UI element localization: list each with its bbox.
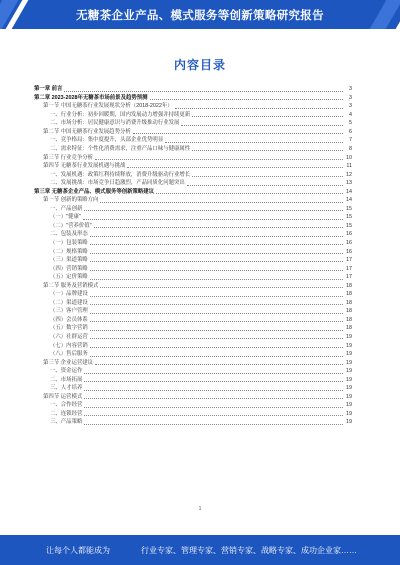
toc-entry[interactable] [34, 229, 352, 238]
toc-entry-page: 13 [346, 180, 352, 187]
toc-entry-page: 17 [346, 257, 352, 264]
toc-entry[interactable] [34, 358, 352, 367]
toc-entry-title: 二、市场分析：居民健康意识与消费升级推动行业发展 [50, 120, 180, 127]
toc-entry[interactable] [34, 315, 352, 324]
toc-entry[interactable] [34, 195, 352, 204]
toc-entry-title: （二）规格策略 [50, 248, 88, 255]
toc-entry-title: 二、发展挑战：市场竞争日趋激烈，产品同质化问题突出 [50, 180, 185, 187]
toc-entry-page: 19 [346, 351, 352, 358]
toc-leader-dots [181, 125, 343, 126]
toc-entry-title: （一）包装策略 [50, 239, 88, 246]
toc-entry-page: 10 [346, 154, 352, 161]
toc-leader-dots [90, 304, 343, 305]
toc-entry-page: 5 [349, 120, 352, 127]
toc-entry[interactable] [34, 392, 352, 401]
toc-entry[interactable] [34, 323, 352, 332]
toc-leader-dots [90, 270, 343, 271]
toc-entry-title: （五）数字营销 [50, 325, 88, 332]
toc-entry-page: 19 [346, 410, 352, 417]
toc-leader-dots [90, 279, 343, 280]
toc-leader-dots [95, 159, 343, 160]
toc-entry[interactable] [34, 417, 352, 426]
toc-entry-page: 14 [346, 188, 352, 195]
toc-entry[interactable] [34, 204, 352, 213]
toc-leader-dots [90, 330, 343, 331]
toc-entry-title: （四）会员体系 [50, 316, 88, 323]
toc-entry-title: （二）"营养价值" [50, 222, 92, 229]
toc-entry-page: 12 [346, 171, 352, 178]
toc-entry-page: 18 [346, 282, 352, 289]
toc-leader-dots [90, 296, 343, 297]
toc-entry-page: 7 [349, 137, 352, 144]
toc-entry-page: 15 [346, 205, 352, 212]
toc-leader-dots [90, 244, 343, 245]
toc-entry[interactable] [34, 169, 352, 178]
toc-entry[interactable] [34, 178, 352, 187]
toc-entry[interactable] [34, 400, 352, 409]
toc-leader-dots [95, 364, 343, 365]
footer-slogan-left: 让每个人都能成为 [46, 546, 110, 555]
toc-entry-title: 第一节 创新的策略方向 [43, 197, 99, 204]
toc-entry[interactable] [34, 306, 352, 315]
toc-entry-page: 17 [346, 274, 352, 281]
toc-entry-title: 二、包装及形态 [50, 231, 88, 238]
toc-entry-page: 19 [346, 376, 352, 383]
toc-entry-title: 第四节 运营模式 [43, 393, 83, 400]
toc-entry-title: 一、资金运作 [50, 368, 83, 375]
toc-leader-dots [150, 99, 343, 100]
toc-entry[interactable] [34, 101, 352, 110]
toc-entry-title: （二）渠道建设 [50, 299, 88, 306]
toc-entry[interactable] [34, 349, 352, 358]
toc-entry[interactable] [34, 383, 352, 392]
toc-entry-title: 第一节 中国无糖茶行业发展现状分析（2018-2022年） [43, 103, 173, 110]
toc-entry-title: （六）社群运营 [50, 334, 88, 340]
toc-leader-dots [84, 381, 343, 382]
toc-entry-title: 一、行业分析：初步回暖期，国内发展动力增强并持续更新 [50, 111, 191, 118]
toc-entry[interactable] [34, 366, 352, 375]
toc-entry-page: 3 [349, 86, 352, 93]
toc-leader-dots [84, 398, 343, 399]
toc-entry-title: 第一章 前言 [34, 86, 63, 93]
toc-leader-dots [84, 373, 343, 374]
toc-entry-title: （八）售后服务 [50, 351, 88, 358]
toc-entry[interactable] [34, 110, 352, 119]
toc-leader-dots [187, 185, 343, 186]
toc-entry-title: 第三节 行业竞争分析 [43, 154, 94, 161]
toc-entry-page: 4 [349, 111, 352, 118]
toc-entry-title: 一、发展机遇：政策红利持续释放，消费升级驱动行业增长 [50, 171, 191, 178]
toc-entry-page: 19 [346, 393, 352, 400]
toc-entry[interactable] [34, 93, 352, 102]
toc-entry-page: 18 [346, 316, 352, 323]
toc-entry-page: 18 [346, 308, 352, 315]
toc-leader-dots [127, 167, 343, 168]
toc-entry-page: 16 [346, 231, 352, 238]
toc-entry-title: 二、市场拓展 [50, 376, 83, 383]
toc-leader-dots [175, 108, 343, 109]
toc-entry-page: 8 [349, 145, 352, 152]
toc-leader-dots [192, 116, 343, 117]
table-of-contents [34, 84, 352, 426]
toc-entry[interactable] [34, 187, 352, 196]
toc-entry[interactable] [34, 238, 352, 247]
toc-leader-dots [94, 227, 343, 228]
toc-entry-title: （七）内容营销 [50, 342, 88, 349]
toc-entry-title: 第三节 企业运营建议 [43, 359, 94, 366]
toc-entry-page: 19 [346, 334, 352, 340]
toc-entry[interactable] [34, 332, 352, 341]
toc-entry[interactable] [34, 161, 352, 170]
toc-entry-page: 18 [346, 325, 352, 332]
toc-leader-dots [90, 338, 343, 339]
toc-entry-title: （五）定价策略 [50, 274, 88, 281]
toc-leader-dots [64, 91, 343, 92]
toc-leader-dots [90, 253, 343, 254]
toc-entry-page: 3 [349, 103, 352, 110]
toc-entry[interactable] [34, 375, 352, 384]
toc-entry[interactable] [34, 152, 352, 161]
toc-leader-dots [84, 210, 343, 211]
toc-entry-page: 18 [346, 299, 352, 306]
toc-entry-page: 18 [346, 291, 352, 298]
toc-leader-dots [83, 219, 343, 220]
toc-entry[interactable] [34, 409, 352, 418]
toc-entry[interactable] [34, 127, 352, 136]
toc-entry[interactable] [34, 255, 352, 264]
toc-entry[interactable] [34, 272, 352, 281]
toc-entry-title: （三）渠道策略 [50, 257, 88, 264]
toc-entry-title: 一、合作经营 [50, 402, 83, 409]
toc-leader-dots [90, 236, 343, 237]
toc-entry[interactable] [34, 118, 352, 127]
toc-entry-page: 15 [346, 222, 352, 229]
toc-leader-dots [165, 142, 343, 143]
toc-entry-page: 15 [346, 214, 352, 221]
toc-entry[interactable] [34, 281, 352, 290]
page-number: 1 [198, 506, 202, 512]
toc-entry-page: 17 [346, 265, 352, 272]
toc-entry-page: 16 [346, 239, 352, 246]
toc-entry[interactable] [34, 212, 352, 221]
toc-entry-title: 三、人才培养 [50, 385, 83, 392]
toc-entry-page: 19 [346, 402, 352, 409]
toc-leader-dots [100, 202, 343, 203]
toc-leader-dots [90, 321, 343, 322]
toc-entry-title: 第二章 2023-2028年无糖茶市场前景及趋势预测 [34, 94, 148, 101]
toc-entry[interactable] [34, 340, 352, 349]
toc-heading: 内容目录 [173, 58, 226, 72]
toc-entry-title: 第四节 无糖茶行业发展机遇与挑战 [43, 163, 126, 170]
toc-entry[interactable] [34, 221, 352, 230]
footer-slogan-right: 行业专家、管理专家、营销专家、战略专家、成功企业家…… [141, 546, 357, 555]
toc-leader-dots [192, 176, 343, 177]
toc-entry[interactable] [34, 246, 352, 255]
toc-leader-dots [84, 390, 343, 391]
toc-entry-title: 一、产品创新 [50, 205, 83, 212]
toc-entry[interactable] [34, 135, 352, 144]
toc-entry-title: （一）"健康" [50, 214, 81, 221]
toc-entry[interactable] [34, 84, 352, 93]
toc-entry-title: 一、竞争格局：集中度提升，头部企业优势明显 [50, 137, 164, 144]
toc-entry-page: 11 [346, 163, 352, 170]
toc-entry-title: （一）品牌建设 [50, 291, 88, 298]
toc-leader-dots [84, 424, 343, 425]
toc-entry-page: 19 [346, 342, 352, 349]
report-title: 无糖茶企业产品、模式服务等创新策略研究报告 [76, 10, 324, 22]
header-banner [0, 0, 400, 29]
toc-entry-title: 第三章 无糖茶企业产品、模式服务等创新策略建议 [34, 188, 155, 195]
toc-entry-page: 14 [346, 197, 352, 204]
toc-entry-title: 二、需求特征：个性化消费需求，注重产品口味与健康属性 [50, 145, 191, 152]
toc-leader-dots [90, 356, 343, 357]
toc-entry[interactable] [34, 144, 352, 153]
toc-entry[interactable] [34, 289, 352, 298]
toc-entry-title: 第二节 中国无糖茶行业发展趋势分析 [43, 128, 131, 135]
toc-entry-page: 6 [349, 128, 352, 135]
toc-entry-title: 第二节 服务及营销模式 [43, 282, 99, 289]
toc-leader-dots [133, 133, 343, 134]
toc-entry-title: （四）营销策略 [50, 265, 88, 272]
footer-banner [0, 535, 400, 565]
toc-entry-page: 19 [346, 368, 352, 375]
toc-entry-title: 三、产品策略 [50, 419, 83, 426]
toc-entry[interactable] [34, 298, 352, 307]
toc-leader-dots [90, 261, 343, 262]
toc-leader-dots [90, 347, 343, 348]
toc-entry-title: 二、连锁经营 [50, 410, 83, 417]
toc-entry-title: （三）客户管理 [50, 308, 88, 315]
toc-entry-page: 19 [346, 385, 352, 392]
toc-leader-dots [100, 287, 343, 288]
toc-entry-page: 3 [349, 94, 352, 101]
toc-leader-dots [90, 313, 343, 314]
toc-leader-dots [84, 407, 343, 408]
toc-entry[interactable] [34, 263, 352, 272]
toc-leader-dots [156, 193, 343, 194]
toc-entry-page: 16 [346, 248, 352, 255]
toc-leader-dots [192, 150, 343, 151]
toc-leader-dots [84, 415, 343, 416]
toc-entry-page: 19 [346, 359, 352, 366]
toc-entry-page: 19 [346, 419, 352, 426]
